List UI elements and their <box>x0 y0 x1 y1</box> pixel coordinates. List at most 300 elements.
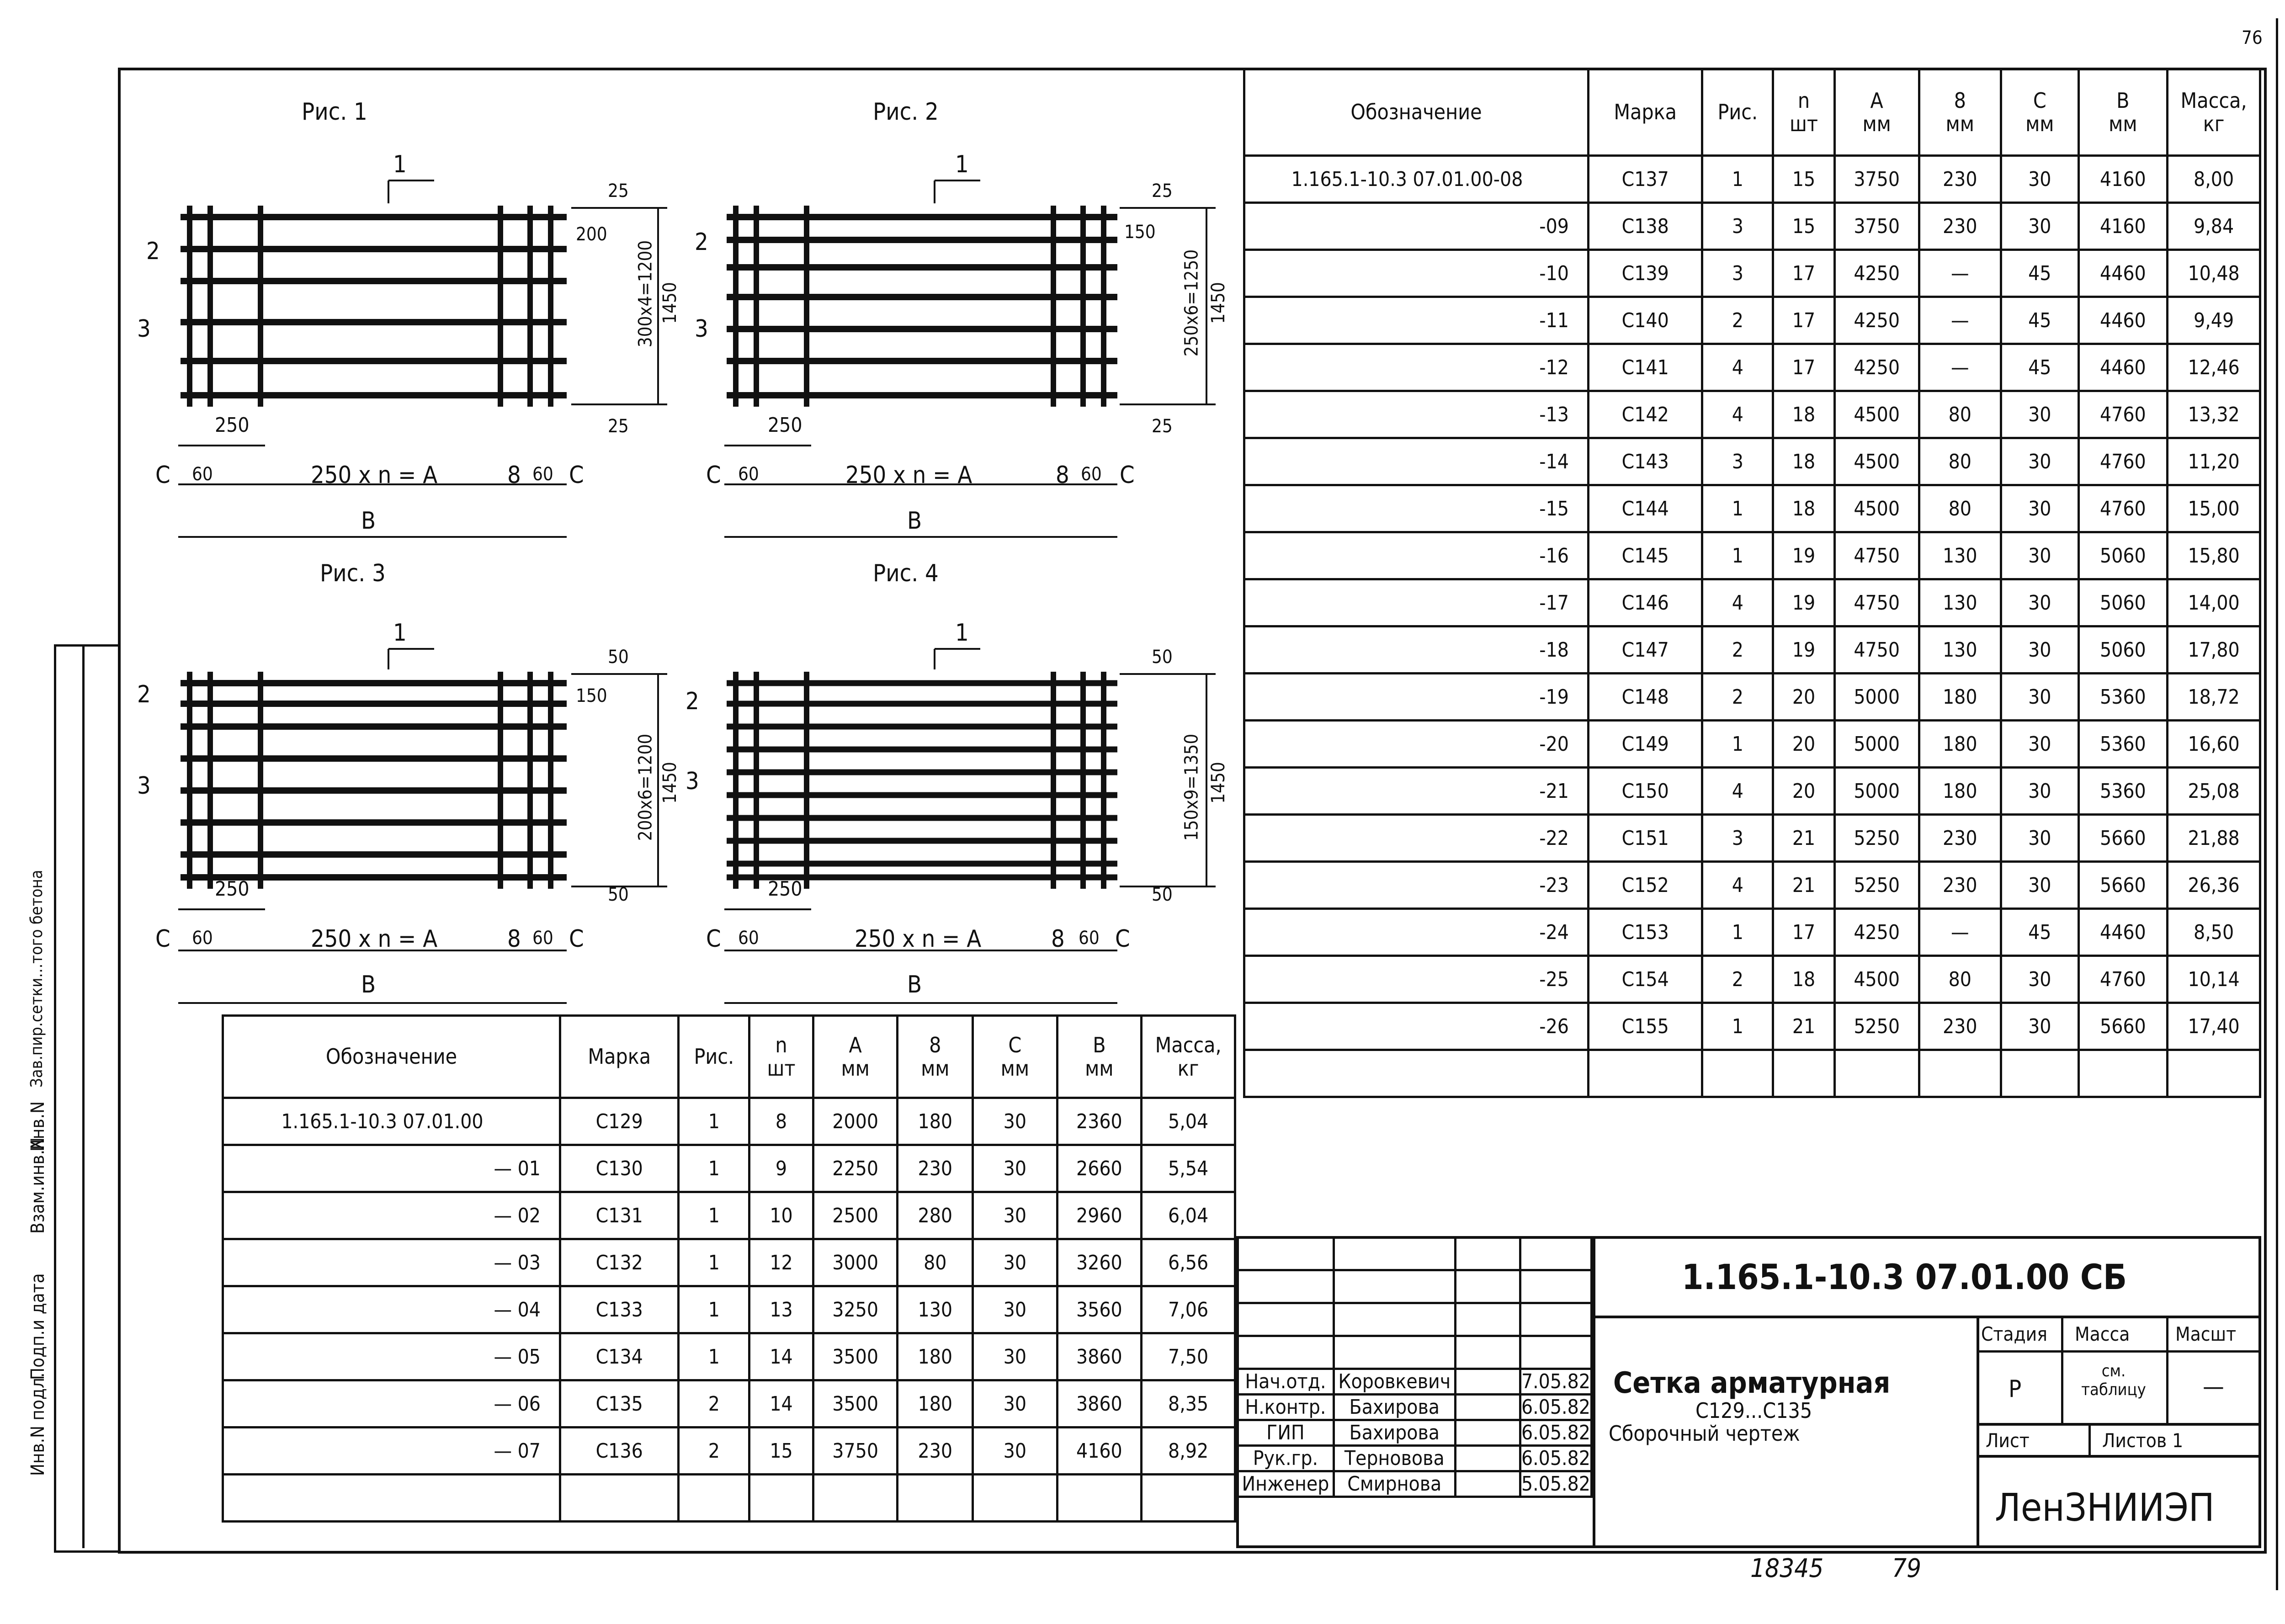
table-cell: 5360 <box>2078 768 2168 815</box>
fig3-dim-60a: 60 <box>192 928 213 949</box>
table-cell: — <box>1919 344 2001 391</box>
table-cell: 230 <box>898 1428 973 1475</box>
col-n-header: n шт <box>1773 69 1835 156</box>
list-label: Лист <box>1986 1429 2030 1452</box>
fig1-dim-row: 250 x n = A <box>311 462 438 489</box>
table-cell: — 02 <box>223 1192 560 1239</box>
doc-title-1: Сетка арматурная <box>1613 1366 1891 1400</box>
table-cell: 1 <box>1702 909 1773 956</box>
table-cell: 30 <box>2001 626 2079 674</box>
table-cell: 4500 <box>1834 485 1919 532</box>
signature-role: ГИП <box>1238 1420 1334 1446</box>
fig1-mesh <box>181 217 567 395</box>
table-cell: 30 <box>973 1428 1057 1475</box>
table-cell: 4760 <box>2078 485 2168 532</box>
table-cell: 4750 <box>1834 626 1919 674</box>
table-cell: 1 <box>1702 1003 1773 1050</box>
table-cell: 18 <box>1773 485 1835 532</box>
table-cell: -09 <box>1244 203 1589 250</box>
table-row <box>1244 1003 2260 1050</box>
table-cell: C133 <box>560 1286 678 1333</box>
table-cell: 9 <box>749 1145 813 1192</box>
table-cell: C132 <box>560 1239 678 1286</box>
table-cell: 1 <box>679 1333 749 1380</box>
fig1-pos2: 2 <box>146 238 160 265</box>
table-cell: 2 <box>679 1428 749 1475</box>
table-row <box>1244 156 2260 203</box>
table-cell: — 03 <box>223 1239 560 1286</box>
fig4-dim-vert: 150x9=1350 <box>1181 733 1202 841</box>
table-cell: 3860 <box>1057 1333 1142 1380</box>
table-row <box>1244 721 2260 768</box>
fig3-dim-60b: 60 <box>532 928 553 949</box>
table-cell: C130 <box>560 1145 678 1192</box>
table-cell: 4500 <box>1834 956 1919 1003</box>
table-cell: 1 <box>1702 721 1773 768</box>
table-row <box>223 1239 1235 1286</box>
table-cell: 3260 <box>1057 1239 1142 1286</box>
table-cell: 4250 <box>1834 344 1919 391</box>
table-cell: 21 <box>1773 862 1835 909</box>
table-cell: -21 <box>1244 768 1589 815</box>
table-cell <box>1773 1050 1835 1097</box>
fig2-dim-60a: 60 <box>738 464 759 485</box>
fig4-dim-250: 250 <box>768 877 802 901</box>
table-row <box>223 1098 1235 1145</box>
col-b-header: 8 мм <box>1919 69 2001 156</box>
table-cell: 21,88 <box>2168 815 2260 862</box>
table-row <box>223 1286 1235 1333</box>
fig3-dim-c: C <box>155 925 170 953</box>
fig2-dim-60b: 60 <box>1081 464 1102 485</box>
table-cell: 20 <box>1773 768 1835 815</box>
stage-col2 <box>2166 1318 2168 1426</box>
table-cell: 20 <box>1773 721 1835 768</box>
table-cell: 4760 <box>2078 438 2168 485</box>
table-cell: C150 <box>1588 768 1702 815</box>
fig1-dim-vert: 300x4=1200 <box>635 240 656 348</box>
fig1-dim-c: C <box>155 462 170 489</box>
fig1-dim-25b: 25 <box>608 416 629 437</box>
side-label-podp: Подп.и дата <box>27 1273 48 1380</box>
fig4-dim-50b: 50 <box>1152 884 1173 905</box>
table-cell <box>1588 1050 1702 1097</box>
table-cell: C138 <box>1588 203 1702 250</box>
fig2-dim-row: 250 x n = A <box>845 462 972 489</box>
signature-name: Бахирова <box>1334 1395 1455 1420</box>
table-cell: -22 <box>1244 815 1589 862</box>
table-cell: 7,50 <box>1142 1333 1235 1380</box>
lt-col-oboz-header: Обозначение <box>223 1016 560 1098</box>
signature-sign <box>1455 1471 1520 1497</box>
stage-col1 <box>2061 1318 2063 1426</box>
table-cell: 4250 <box>1834 250 1919 297</box>
table-cell: 9,84 <box>2168 203 2260 250</box>
doc-title-3: Сборочный чертеж <box>1609 1421 1800 1446</box>
table-cell: 4460 <box>2078 344 2168 391</box>
signature-name: Коровкевич <box>1334 1369 1455 1395</box>
signature-row <box>1238 1471 1592 1497</box>
table-cell <box>898 1475 973 1522</box>
col-c-header: C мм <box>2001 69 2079 156</box>
fig4-dim-8: 8 <box>1051 925 1065 953</box>
table-cell: — <box>1919 297 2001 344</box>
fig4-dim-total: 1450 <box>1207 762 1229 804</box>
footer-number: 18345 <box>1750 1554 1824 1583</box>
table-cell: C146 <box>1588 579 1702 626</box>
table-cell: C140 <box>1588 297 1702 344</box>
signature-role: Рук.гр. <box>1238 1446 1334 1471</box>
table-cell: 230 <box>898 1145 973 1192</box>
doc-code: 1.165.1-10.3 07.01.00 СБ <box>1682 1257 2127 1297</box>
table-cell: C139 <box>1588 250 1702 297</box>
fig2-pos1: 1 <box>955 151 969 178</box>
signature-row <box>1238 1369 1592 1395</box>
table-cell: 2 <box>1702 297 1773 344</box>
table-cell: 30 <box>2001 203 2079 250</box>
table-cell: -25 <box>1244 956 1589 1003</box>
table-cell: C134 <box>560 1333 678 1380</box>
table-cell <box>223 1475 560 1522</box>
table-cell: — 06 <box>223 1380 560 1428</box>
table-cell: 5360 <box>2078 721 2168 768</box>
table-cell <box>1142 1475 1235 1522</box>
stadia-header: Стадия <box>1981 1323 2047 1345</box>
table-cell: 30 <box>2001 768 2079 815</box>
signature-table <box>1236 1236 1593 1498</box>
table-cell: -24 <box>1244 909 1589 956</box>
table-cell: 1 <box>679 1098 749 1145</box>
table-cell: 15,00 <box>2168 485 2260 532</box>
fig4-dim-c2: C <box>1115 925 1130 953</box>
table-cell <box>679 1475 749 1522</box>
table-cell: C148 <box>1588 674 1702 721</box>
table-cell: 13,32 <box>2168 391 2260 438</box>
table-cell: -12 <box>1244 344 1589 391</box>
fig4-dim-c: C <box>706 925 721 953</box>
fig2-dim-25a: 25 <box>1152 180 1173 202</box>
lt-col-c-header: C мм <box>973 1016 1057 1098</box>
side-label-invn: Инв.N <box>27 1101 48 1152</box>
table-cell: C141 <box>1588 344 1702 391</box>
table-cell: C131 <box>560 1192 678 1239</box>
table-cell <box>2078 1050 2168 1097</box>
table-cell: 1 <box>1702 532 1773 579</box>
table-cell: 16,60 <box>2168 721 2260 768</box>
table-cell: 20 <box>1773 674 1835 721</box>
fig1-pos1: 1 <box>393 151 407 178</box>
table-cell: 11,20 <box>2168 438 2260 485</box>
table-cell: 80 <box>1919 485 2001 532</box>
table-cell: 2960 <box>1057 1192 1142 1239</box>
table-cell <box>2168 1050 2260 1097</box>
table-cell <box>560 1475 678 1522</box>
table-cell: 5360 <box>2078 674 2168 721</box>
table-cell: 26,36 <box>2168 862 2260 909</box>
fig1-dim-pitch: 200 <box>576 224 607 245</box>
table-cell: -20 <box>1244 721 1589 768</box>
fig1-title: Рис. 1 <box>302 98 367 126</box>
table-cell: 180 <box>1919 674 2001 721</box>
table-cell <box>1919 1050 2001 1097</box>
table-cell: 4250 <box>1834 297 1919 344</box>
right-spec-table <box>1243 68 2261 1098</box>
table-cell: -10 <box>1244 250 1589 297</box>
table-cell: 30 <box>973 1333 1057 1380</box>
fig4-pos3: 3 <box>686 768 699 795</box>
fig4-dim-row: 250 x n = A <box>855 925 982 953</box>
table-cell: 6,04 <box>1142 1192 1235 1239</box>
table-cell: 230 <box>1919 203 2001 250</box>
table-cell: 15 <box>749 1428 813 1475</box>
fig3-dim-vert: 200x6=1200 <box>635 733 656 841</box>
table-cell: -18 <box>1244 626 1589 674</box>
table-cell: 30 <box>973 1145 1057 1192</box>
table-row <box>1244 674 2260 721</box>
table-cell: 19 <box>1773 579 1835 626</box>
table-cell: 2500 <box>813 1192 898 1239</box>
table-row <box>223 1475 1235 1522</box>
signature-row <box>1238 1420 1592 1446</box>
table-cell: 5250 <box>1834 815 1919 862</box>
table-cell: 30 <box>2001 579 2079 626</box>
table-cell: 2250 <box>813 1145 898 1192</box>
table-cell: 80 <box>1919 956 2001 1003</box>
col-massa-header: Масса, кг <box>2168 69 2260 156</box>
table-cell: — 01 <box>223 1145 560 1192</box>
table-row <box>223 1192 1235 1239</box>
table-cell: 30 <box>973 1098 1057 1145</box>
table-cell: 80 <box>1919 438 2001 485</box>
doc-title-2: C129...C135 <box>1695 1398 1812 1423</box>
lt-col-n-header: n шт <box>749 1016 813 1098</box>
table-row <box>1244 862 2260 909</box>
table-cell: 5000 <box>1834 721 1919 768</box>
table-cell: 18 <box>1773 391 1835 438</box>
table-cell: 17,40 <box>2168 1003 2260 1050</box>
table-cell: 5250 <box>1834 1003 1919 1050</box>
table-cell: 30 <box>2001 956 2079 1003</box>
table-cell: C155 <box>1588 1003 1702 1050</box>
table-cell: C152 <box>1588 862 1702 909</box>
table-cell: 17 <box>1773 250 1835 297</box>
fig4-pos2: 2 <box>686 688 699 715</box>
table-cell <box>1244 1050 1589 1097</box>
table-row <box>223 1145 1235 1192</box>
table-cell: C147 <box>1588 626 1702 674</box>
fig3-dim-8: 8 <box>507 925 521 953</box>
table-cell: 3 <box>1702 815 1773 862</box>
table-cell: 4460 <box>2078 909 2168 956</box>
signature-name: Бахирова <box>1334 1420 1455 1446</box>
table-row <box>1244 250 2260 297</box>
table-cell: 80 <box>898 1239 973 1286</box>
fig1-dim-25a: 25 <box>608 180 629 202</box>
fig3-dim-50a: 50 <box>608 647 629 668</box>
table-cell: 30 <box>973 1286 1057 1333</box>
fig3-dim-row: 250 x n = A <box>311 925 438 953</box>
table-cell: 30 <box>2001 674 2079 721</box>
table-cell: 19 <box>1773 532 1835 579</box>
table-cell: C142 <box>1588 391 1702 438</box>
table-cell: 30 <box>2001 438 2079 485</box>
table-cell: 4160 <box>2078 156 2168 203</box>
table-cell: 17 <box>1773 344 1835 391</box>
table-cell: C154 <box>1588 956 1702 1003</box>
sheet-corner-mark: 76 <box>2242 27 2263 48</box>
table-cell: 4760 <box>2078 956 2168 1003</box>
table-cell: -23 <box>1244 862 1589 909</box>
table-cell: 18,72 <box>2168 674 2260 721</box>
table-cell: 4 <box>1702 862 1773 909</box>
table-cell: 30 <box>2001 862 2079 909</box>
lt-col-a-header: A мм <box>813 1016 898 1098</box>
masht-value: — <box>2203 1373 2224 1401</box>
fig1-pos3: 3 <box>137 315 151 343</box>
table-cell: 4750 <box>1834 579 1919 626</box>
col-bb-header: B мм <box>2078 69 2168 156</box>
table-row <box>1244 297 2260 344</box>
table-cell: 2660 <box>1057 1145 1142 1192</box>
fig4-title: Рис. 4 <box>873 560 939 587</box>
fig4-dim-b: B <box>907 971 922 998</box>
table-cell: 7,06 <box>1142 1286 1235 1333</box>
fig1-dim-b: B <box>361 507 376 535</box>
table-cell: 4500 <box>1834 438 1919 485</box>
table-cell: -13 <box>1244 391 1589 438</box>
table-cell: 3750 <box>1834 203 1919 250</box>
signature-sign <box>1455 1420 1520 1446</box>
table-row <box>1244 1050 2260 1097</box>
signature-name: Смирнова <box>1334 1471 1455 1497</box>
masht-header: Масшт <box>2175 1323 2237 1345</box>
fig2-dim-25b: 25 <box>1152 416 1173 437</box>
fig2-dim-c2: C <box>1120 462 1135 489</box>
side-label-inv: Инв.N подл. <box>27 1372 48 1476</box>
table-cell: 230 <box>1919 815 2001 862</box>
table-cell: 15 <box>1773 203 1835 250</box>
table-cell: 30 <box>2001 156 2079 203</box>
fig4-dim-50a: 50 <box>1152 647 1173 668</box>
table-cell: 3 <box>1702 438 1773 485</box>
table-cell: C151 <box>1588 815 1702 862</box>
table-cell: 130 <box>1919 579 2001 626</box>
table-cell: 15 <box>1773 156 1835 203</box>
fig2-dim-250: 250 <box>768 414 802 437</box>
table-cell: 2360 <box>1057 1098 1142 1145</box>
table-cell: 5250 <box>1834 862 1919 909</box>
table-cell: 10,14 <box>2168 956 2260 1003</box>
table-cell: 4160 <box>2078 203 2168 250</box>
table-row <box>1244 344 2260 391</box>
fig3-dim-250: 250 <box>215 877 250 901</box>
table-cell: C143 <box>1588 438 1702 485</box>
org-name: ЛенЗНИИЭП <box>1995 1485 2215 1530</box>
table-cell: 2000 <box>813 1098 898 1145</box>
side-label-vzam: Взам.инв.N <box>27 1137 48 1234</box>
table-cell: 17,80 <box>2168 626 2260 674</box>
table-row <box>1244 203 2260 250</box>
table-cell: 4 <box>1702 344 1773 391</box>
table-cell: 17 <box>1773 297 1835 344</box>
table-cell <box>813 1475 898 1522</box>
table-cell: -14 <box>1244 438 1589 485</box>
table-cell: -19 <box>1244 674 1589 721</box>
table-cell: C149 <box>1588 721 1702 768</box>
table-cell: 3500 <box>813 1333 898 1380</box>
table-cell <box>973 1475 1057 1522</box>
table-cell: 3860 <box>1057 1380 1142 1428</box>
fig3-title: Рис. 3 <box>320 560 386 587</box>
fig4-pos1: 1 <box>955 619 969 647</box>
fig1-dim-60a: 60 <box>192 464 213 485</box>
table-cell <box>1834 1050 1919 1097</box>
table-cell: -15 <box>1244 485 1589 532</box>
col-a-header: A мм <box>1834 69 1919 156</box>
table-row <box>1244 909 2260 956</box>
fig3-dim-pitch: 150 <box>576 685 607 706</box>
lt-col-ris-header: Рис. <box>679 1016 749 1098</box>
signature-role: Н.контр. <box>1238 1395 1334 1420</box>
table-cell: 1.165.1-10.3 07.01.00 <box>223 1098 560 1145</box>
fig1-dim-8: 8 <box>507 462 521 489</box>
fig1-dim-total: 1450 <box>659 282 680 324</box>
fig3-dim-b: B <box>361 971 376 998</box>
footer-page: 79 <box>1892 1554 1922 1583</box>
table-cell: 30 <box>2001 391 2079 438</box>
table-cell: 8,92 <box>1142 1428 1235 1475</box>
table-cell: 30 <box>2001 532 2079 579</box>
table-cell: 5,04 <box>1142 1098 1235 1145</box>
table-cell: 21 <box>1773 815 1835 862</box>
table-cell: 4500 <box>1834 391 1919 438</box>
table-row <box>223 1333 1235 1380</box>
table-cell: 17 <box>1773 909 1835 956</box>
stadia-value: Р <box>2009 1375 2022 1403</box>
table-cell: 1 <box>1702 485 1773 532</box>
table-cell: 4 <box>1702 579 1773 626</box>
table-cell: 10 <box>749 1192 813 1239</box>
signature-role: Нач.отд. <box>1238 1369 1334 1395</box>
table-cell: C144 <box>1588 485 1702 532</box>
table-cell: 2 <box>1702 674 1773 721</box>
table-row <box>1244 485 2260 532</box>
fig3-pos1: 1 <box>393 619 407 647</box>
col-marka-header: Марка <box>1588 69 1702 156</box>
stage-header-line <box>1977 1350 2261 1353</box>
table-cell: 180 <box>1919 768 2001 815</box>
massa-value: см. таблицу <box>2081 1362 2146 1399</box>
table-cell: 280 <box>898 1192 973 1239</box>
table-cell: 1 <box>1702 156 1773 203</box>
table-cell: 5660 <box>2078 862 2168 909</box>
table-cell: 45 <box>2001 344 2079 391</box>
table-cell: 4160 <box>1057 1428 1142 1475</box>
table-cell: 3750 <box>813 1428 898 1475</box>
fig2-dim-b: B <box>907 507 922 535</box>
table-cell: 130 <box>1919 626 2001 674</box>
table-cell: 45 <box>2001 909 2079 956</box>
massa-header: Масса <box>2075 1323 2130 1345</box>
fig1-dim-c2: C <box>569 462 584 489</box>
fig2-pos3: 3 <box>695 315 708 343</box>
table-cell: -11 <box>1244 297 1589 344</box>
fig2-dim-vert: 250x6=1250 <box>1181 249 1202 357</box>
fig3-dim-total: 1450 <box>659 762 680 804</box>
table-cell: 1 <box>679 1145 749 1192</box>
fig3-pos2: 2 <box>137 681 151 708</box>
table-cell: 1.165.1-10.3 07.01.00-08 <box>1244 156 1589 203</box>
